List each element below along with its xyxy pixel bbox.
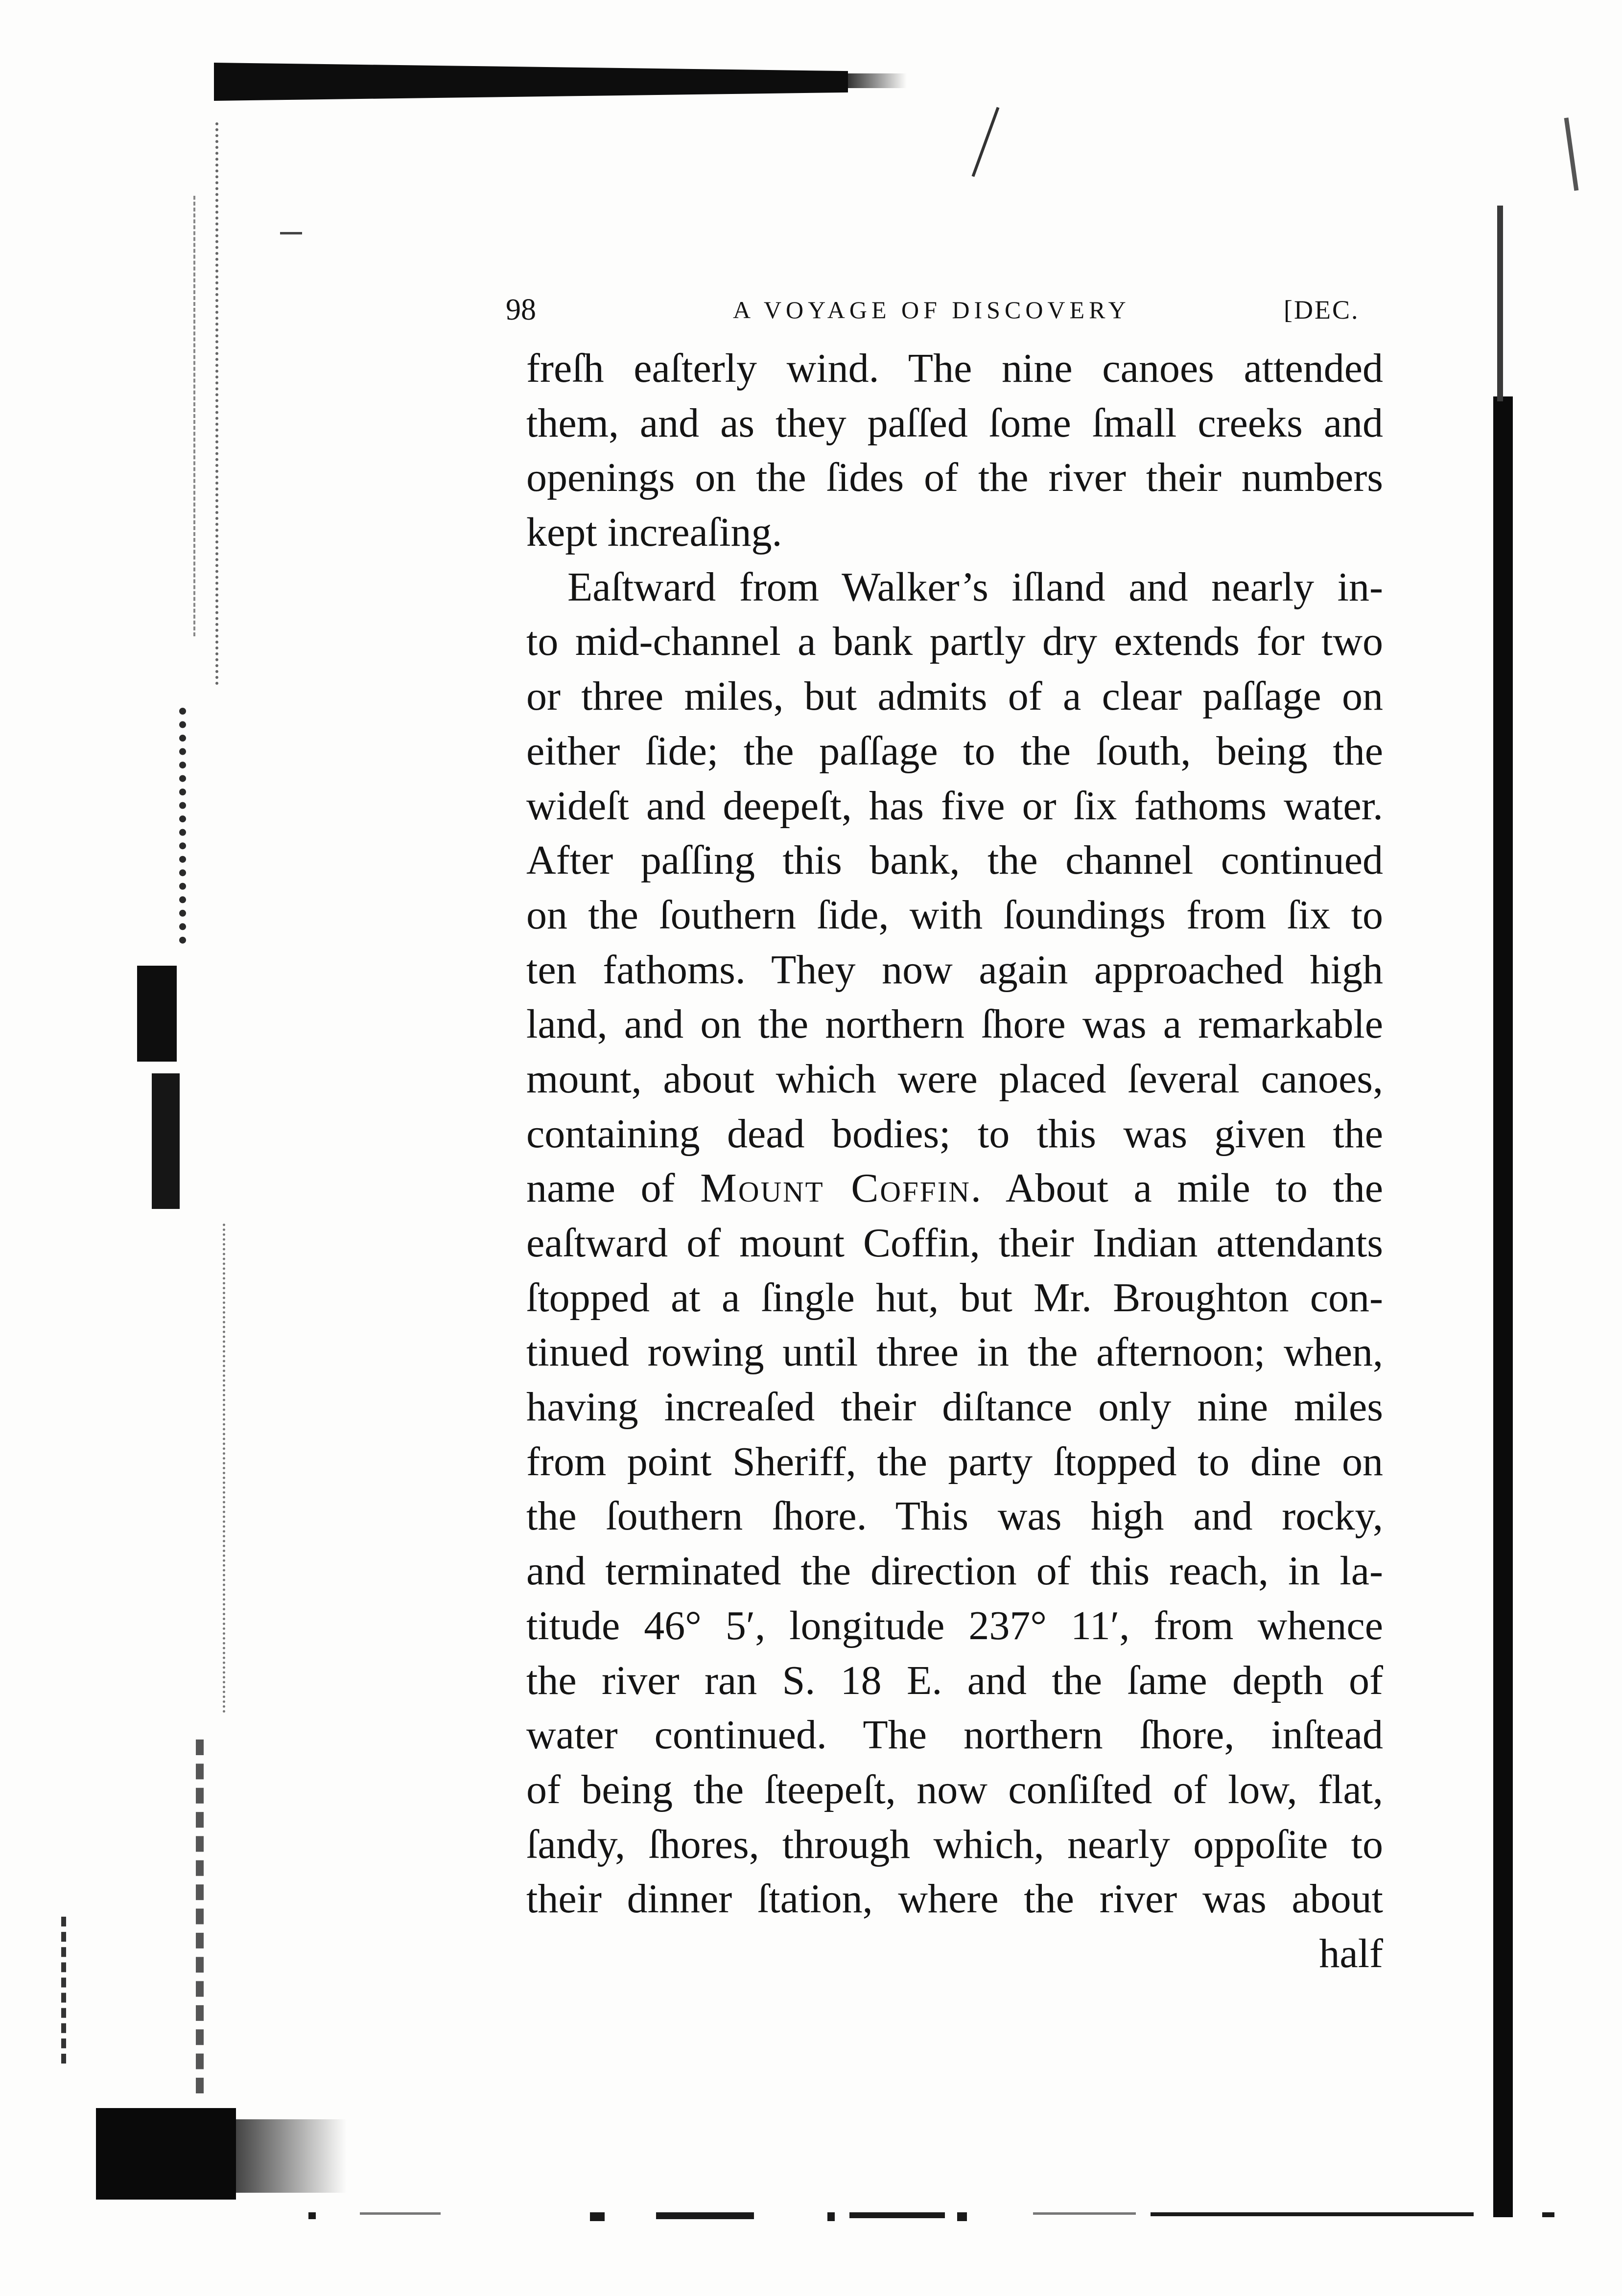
scan-bottom-dash xyxy=(1542,2212,1554,2217)
scan-border-right-upper xyxy=(1497,206,1503,401)
scan-bottom-dash xyxy=(656,2212,754,2219)
text-line: eaſtward of mount Coffin, their Indian attendants xyxy=(526,1220,1383,1266)
text-line: land, and on the northern ſhore was a remarkable xyxy=(526,1001,1383,1047)
scan-bottom-dash xyxy=(957,2212,967,2221)
scan-bottom-dash xyxy=(590,2212,605,2221)
place-name-small-caps: Mount Coffin. xyxy=(700,1165,983,1211)
scan-bottom-dash xyxy=(360,2212,441,2215)
page-number: 98 xyxy=(506,293,536,326)
text-line-paragraph-end: kept increaſing. xyxy=(526,510,782,556)
body-text xyxy=(526,341,1383,1981)
scan-edge-streak xyxy=(215,122,218,685)
text-line: After paſſing this bank, the channel continued xyxy=(526,837,1383,883)
text-line: or three miles, but admits of a clear paſſage on xyxy=(526,673,1383,719)
text-line xyxy=(526,1161,1383,1216)
text-line: openings on the ſides of the river their numbers xyxy=(526,455,1383,501)
scan-corner-smudge xyxy=(96,2108,236,2200)
text-line: to mid-channel a bank partly dry extends for two xyxy=(526,619,1383,665)
scan-border-top xyxy=(214,63,848,101)
text-line: containing dead bodies; to this was given the xyxy=(526,1111,1383,1157)
text-line: wideſt and deepeſt, has five or ſix fathoms water. xyxy=(526,783,1383,829)
scan-edge-smudge xyxy=(137,966,177,1062)
scan-edge-streak xyxy=(193,196,195,636)
scan-speck xyxy=(972,107,1000,177)
text-line: titude 46° 5′, longitude 237° 11′, from whence xyxy=(526,1602,1383,1648)
text-line: freſh eaſterly wind. The nine canoes attended xyxy=(526,346,1383,391)
text-line: on the ſouthern ſide, with ſoundings from ſix to xyxy=(526,892,1383,938)
text-line: of being the ſteepeſt, now conſiſted of low, flat, xyxy=(526,1766,1383,1812)
text-line: their dinner ſtation, where the river was about xyxy=(526,1876,1383,1922)
scan-bottom-dash xyxy=(1151,2212,1474,2216)
text-line: from point Sheriff, the party ſtopped to dine on xyxy=(526,1438,1383,1484)
text-line: ten fathoms. They now again approached high xyxy=(526,947,1383,993)
scan-corner-smudge-fade xyxy=(236,2119,347,2193)
text-line: either ſide; the paſſage to the ſouth, being the xyxy=(526,728,1383,774)
text-line: and terminated the direction of this reach, in la- xyxy=(526,1548,1383,1594)
running-title: A VOYAGE OF DISCOVERY xyxy=(733,296,1130,324)
text-line: them, and as they paſſed ſome ſmall creeks and xyxy=(526,400,1383,446)
scan-border-top-fade xyxy=(848,73,907,88)
scan-edge-streak xyxy=(223,1224,225,1713)
scan-bottom-dash xyxy=(308,2212,316,2219)
scan-speck xyxy=(280,232,302,234)
scan-edge-streak xyxy=(179,708,186,944)
text-segment: About a mile to the xyxy=(1005,1165,1383,1211)
scan-bottom-dash xyxy=(1033,2212,1136,2215)
scan-bottom-dash xyxy=(849,2212,945,2218)
text-line: the ſouthern ſhore. This was high and rocky, xyxy=(526,1493,1383,1539)
scan-edge-smudge xyxy=(152,1073,180,1209)
text-line: having increaſed their diſtance only nine miles xyxy=(526,1384,1383,1430)
text-line: water continued. The northern ſhore, inſtead xyxy=(526,1712,1383,1758)
text-line: mount, about which were placed ſeveral canoes, xyxy=(526,1056,1383,1102)
scan-edge-streak xyxy=(61,1917,66,2064)
text-segment: name of xyxy=(526,1165,675,1211)
scan-edge-streak xyxy=(196,1739,204,2093)
scan-bottom-dash xyxy=(827,2212,835,2221)
catchword: half xyxy=(1319,1930,1383,1976)
running-head-month: [DEC. xyxy=(1284,295,1360,325)
text-line: the river ran S. 18 E. and the ſame depth of xyxy=(526,1657,1383,1703)
text-line: ſandy, ſhores, through which, nearly oppoſite to xyxy=(526,1821,1383,1867)
scan-speck xyxy=(1564,117,1579,191)
text-line-paragraph-start: Eaſtward from Walker’s iſland and nearly in- xyxy=(567,564,1383,610)
text-line: ſtopped at a ſingle hut, but Mr. Broughton con- xyxy=(526,1275,1383,1321)
scan-border-right xyxy=(1493,396,1513,2217)
text-line: tinued rowing until three in the afternoon; when, xyxy=(526,1329,1383,1375)
